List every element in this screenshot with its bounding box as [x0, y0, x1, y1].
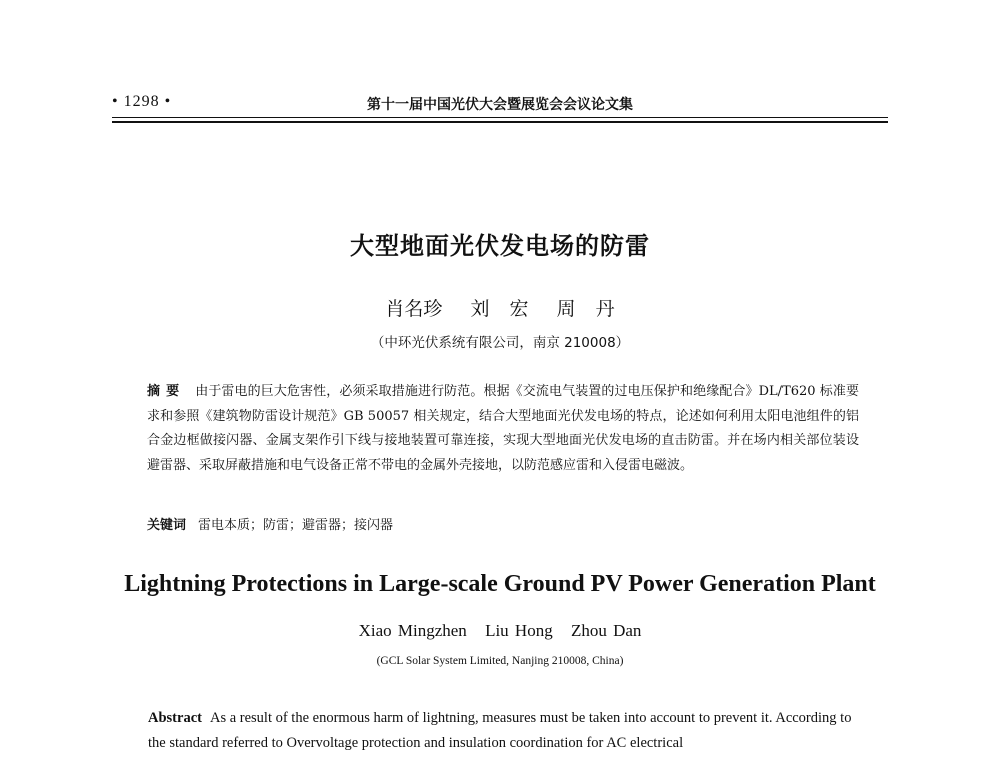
- chinese-author: 肖名珍: [385, 298, 443, 320]
- chinese-abstract-text: 由于雷电的巨大危害性，必须采取措施进行防范。根据《交流电气装置的过电压保护和绝缘配合》DL/T620 标准要求和参照《建筑物防雷设计规范》GB 50057 相关规定，结合大型地面光伏发电场的特点，论述如何利用太阳电池组件的铝合金边框做接闪器、金属支架作引下线与接地装置可靠连接，实现大型地面光伏发电场的直击防雷。并在场内相关部位装设避雷器、采取屏蔽措施和电气设备正常不带电的金属外壳接地，以防范感应雷和入侵雷电磁波。: [147, 384, 859, 473]
- chinese-abstract: [147, 380, 859, 478]
- english-abstract-text: As a result of the enormous harm of lightning, measures must be taken into account to prevent it. According to the standard referred to Overvoltage protection and insulation coordination for AC electrical: [148, 710, 852, 751]
- header-rule-thin: [112, 117, 888, 118]
- chinese-title: 大型地面光伏发电场的防雷: [350, 232, 650, 260]
- english-abstract: [148, 706, 864, 756]
- english-author: Xiao Mingzhen: [358, 621, 467, 640]
- chinese-authors: [0, 294, 1000, 321]
- chinese-abstract-label: 摘要: [147, 384, 186, 399]
- english-authors: [0, 621, 1000, 641]
- english-title: Lightning Protections in Large-scale Ground PV Power Generation Plant: [124, 571, 876, 597]
- english-author: Zhou Dan: [570, 621, 642, 640]
- running-header-title: 第十一届中国光伏大会暨展览会会议论文集: [367, 97, 633, 113]
- chinese-author: 刘 宏: [470, 298, 529, 320]
- english-affiliation: (GCL Solar System Limited, Nanjing 210008, China): [376, 655, 624, 667]
- chinese-keywords-label: 关键词: [147, 518, 187, 533]
- chinese-keywords: [147, 516, 859, 536]
- english-abstract-label: Abstract: [148, 710, 202, 726]
- chinese-keywords-text: 雷电本质；防雷；避雷器；接闪器: [198, 518, 394, 533]
- page-number: • 1298 •: [112, 93, 172, 110]
- english-author: Liu Hong: [485, 621, 553, 640]
- header-rule-thick: [112, 121, 888, 123]
- chinese-affiliation: （中环光伏系统有限公司，南京 210008）: [370, 335, 630, 351]
- chinese-author: 周 丹: [556, 298, 615, 320]
